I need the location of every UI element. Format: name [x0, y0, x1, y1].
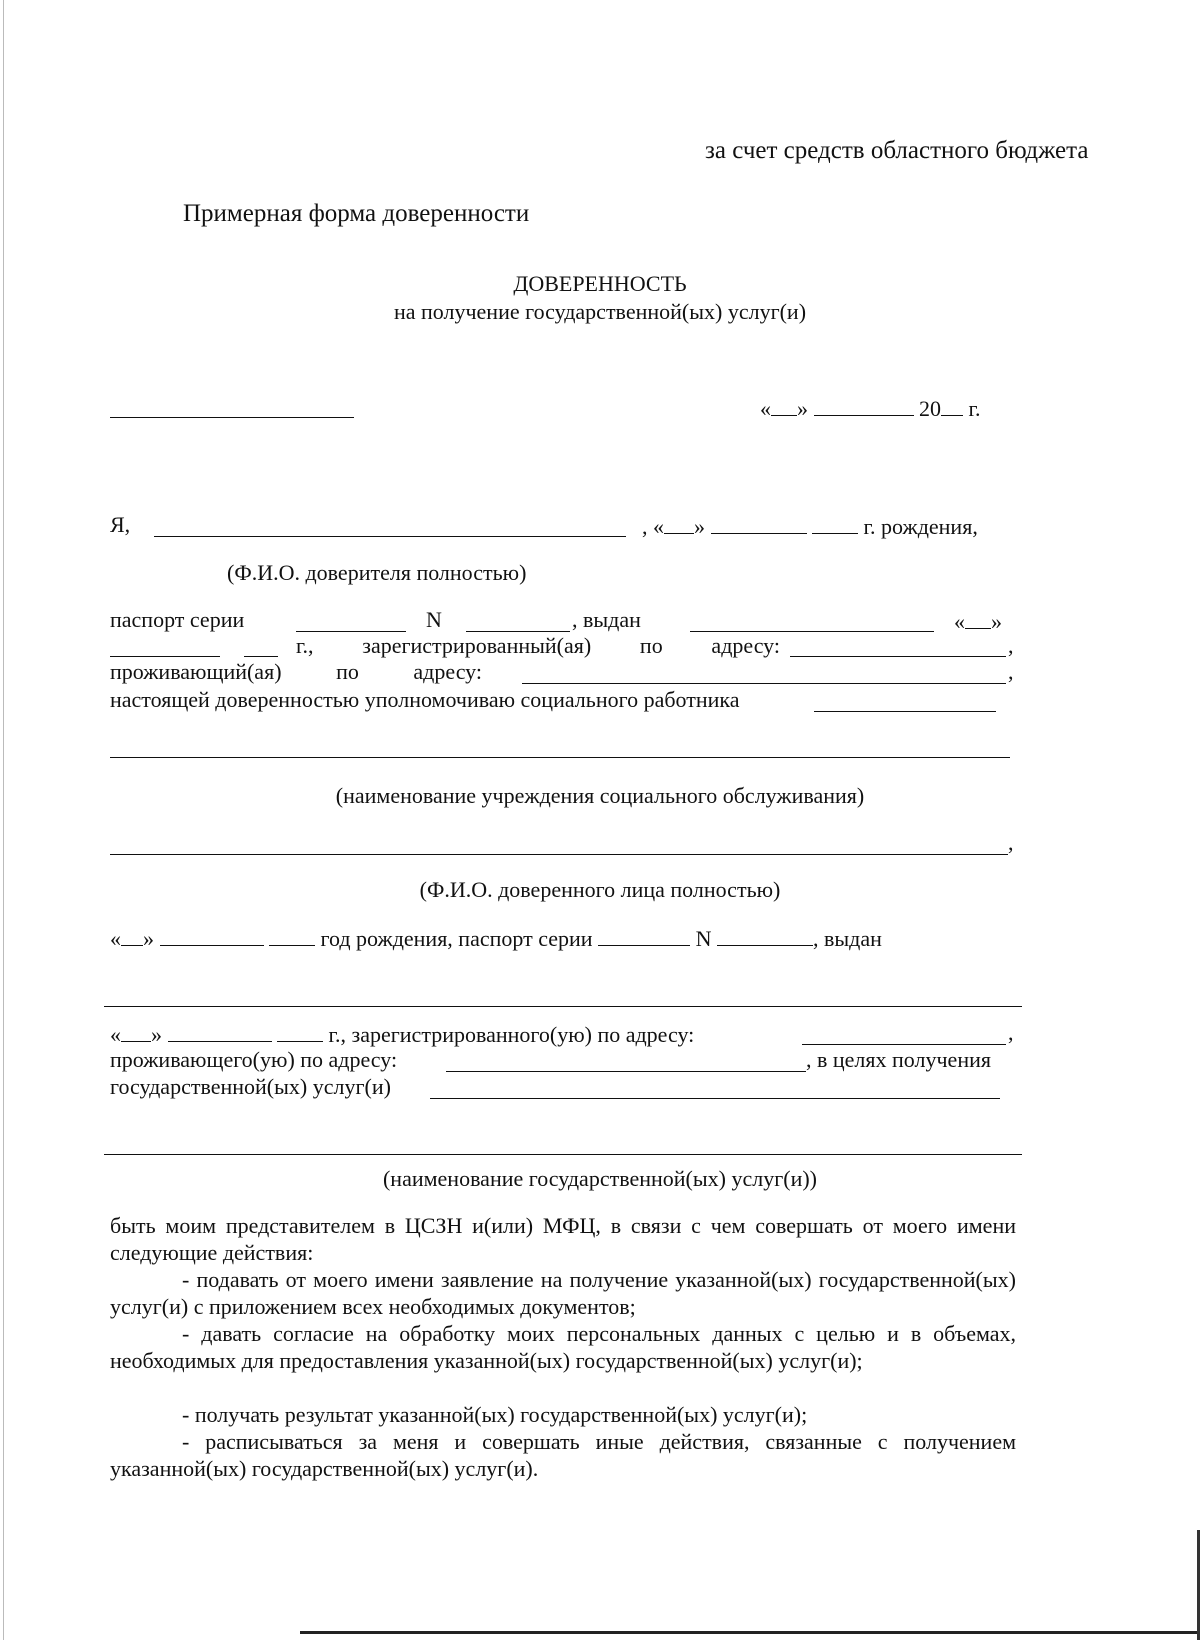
date-quote-close: » — [797, 396, 808, 421]
residing-address-line — [522, 683, 1006, 684]
passport-date-quote — [954, 607, 1002, 635]
trustee-services-line — [430, 1098, 1000, 1099]
social-worker-line — [814, 711, 996, 712]
trustee-quote-open: « — [110, 926, 121, 951]
trustee-fio-caption: (Ф.И.О. доверенного лица полностью) — [419, 877, 781, 902]
trustee-birth-month-blank — [160, 924, 264, 946]
trustee-registered-comma: , — [1008, 1020, 1014, 1045]
authorize-text: настоящей доверенностью уполномочиваю социального работника — [110, 687, 740, 712]
month-blank — [814, 394, 914, 416]
trustee-birth-year-blank — [269, 924, 315, 946]
top-right-note: за счет средств областного бюджета — [705, 137, 1089, 164]
body-item-2: - давать согласие на обработку моих персональных данных с целью и в объемах, необходимых для предоставления указанной(ых) государственной(ых) услуг(и); — [110, 1321, 1016, 1373]
body-intro: быть моим представителем в ЦСЗН и(или) МФЦ, в связи с чем совершать от моего имени следующие действия: — [110, 1213, 1016, 1265]
passport-quote-close: » — [991, 609, 1002, 634]
residing-comma: , — [1008, 659, 1014, 684]
birth-quote-open: , « — [642, 514, 664, 539]
passport-series-label: паспорт серии — [110, 607, 245, 632]
body-item-4: - расписываться за меня и совершать иные действия, связанные с получением указанной(ых) государственной(ых) услуг(и). — [110, 1429, 1016, 1481]
trustee-passport-day-blank — [121, 1020, 151, 1042]
birth-quote-close: » — [694, 514, 705, 539]
trustee-birth-label: год рождения, паспорт серии — [320, 926, 593, 951]
document-subtitle: на получение государственной(ых) услуг(и) — [393, 299, 807, 324]
trustee-residing-address-line — [446, 1071, 806, 1072]
trustee-fio-comma: , — [1008, 830, 1014, 855]
scan-edge-bottom — [300, 1631, 1200, 1634]
trustee-registered-label: г., зарегистрированного(ую) по адресу: — [328, 1022, 695, 1047]
trustee-quote-close: » — [143, 926, 154, 951]
registered-label: г., зарегистрированный(ая) по адресу: — [296, 633, 780, 658]
passport-day-blank — [965, 607, 991, 629]
institution-line — [110, 757, 1010, 758]
principal-fio-caption: (Ф.И.О. доверителя полностью) — [227, 560, 527, 585]
trustee-birth-line — [110, 924, 882, 952]
date-quote-open: « — [760, 396, 771, 421]
passport-number-line — [466, 631, 570, 632]
service-name-line — [104, 1154, 1022, 1155]
passport-month-line — [110, 656, 220, 657]
passport-n-label: N — [426, 607, 442, 632]
birth-day-blank — [664, 512, 694, 534]
form-caption: Примерная форма доверенности — [183, 200, 530, 227]
trustee-birth-day-blank — [121, 924, 143, 946]
place-line — [110, 417, 354, 418]
body-item-1: - подавать от моего имени заявление на получение указанной(ых) государственной(ых) услуг(и) с приложением всех необходимых документов; — [110, 1267, 1016, 1319]
document-title: ДОВЕРЕННОСТЬ — [513, 271, 687, 296]
birth-year-blank — [812, 512, 858, 534]
trustee-series-blank — [598, 924, 690, 946]
institution-caption: (наименование учреждения социального обслуживания) — [335, 783, 865, 808]
trustee-passport-month-blank — [168, 1020, 272, 1042]
year-prefix: 20 — [919, 396, 941, 421]
principal-ya: Я, — [110, 512, 131, 537]
year-blank — [941, 394, 963, 416]
trustee-registered-address-line — [802, 1044, 1006, 1045]
trustee-reg-quote-open: « — [110, 1022, 121, 1047]
scan-edge-left — [3, 0, 4, 1640]
service-caption: (наименование государственной(ых) услуг(и)) — [382, 1166, 818, 1191]
registered-comma: , — [1008, 633, 1014, 658]
trustee-reg-quote-close: » — [151, 1022, 162, 1047]
trustee-issuer-line — [104, 1006, 1022, 1007]
passport-quote-open: « — [954, 609, 965, 634]
day-blank — [771, 394, 797, 416]
trustee-fio-line — [110, 854, 1008, 855]
birth-month-blank — [711, 512, 807, 534]
registered-address-line — [790, 656, 1006, 657]
trustee-residing-label: проживающего(ую) по адресу: — [110, 1047, 398, 1072]
trustee-services-label: государственной(ых) услуг(и) — [110, 1074, 391, 1099]
passport-issuer-line — [690, 631, 934, 632]
trustee-number-blank — [717, 924, 813, 946]
principal-birthdate — [642, 512, 978, 540]
year-suffix: г. — [968, 396, 981, 421]
passport-year-line — [244, 656, 278, 657]
trustee-registered-line — [110, 1020, 694, 1048]
trustee-passport-year-blank — [277, 1020, 323, 1042]
birth-suffix: г. рождения, — [863, 514, 978, 539]
body-item-3: - получать результат указанной(ых) государственной(ых) услуг(и); — [182, 1402, 808, 1427]
residing-label: проживающий(ая) по адресу: — [110, 659, 482, 684]
date-line — [760, 394, 981, 422]
passport-series-line — [296, 631, 406, 632]
passport-issued-label: , выдан — [572, 607, 641, 632]
principal-fio-line — [154, 536, 626, 537]
trustee-n-label: N — [695, 926, 712, 951]
trustee-issued-label: , выдан — [812, 926, 882, 951]
trustee-purpose: , в целях получения — [806, 1047, 991, 1072]
